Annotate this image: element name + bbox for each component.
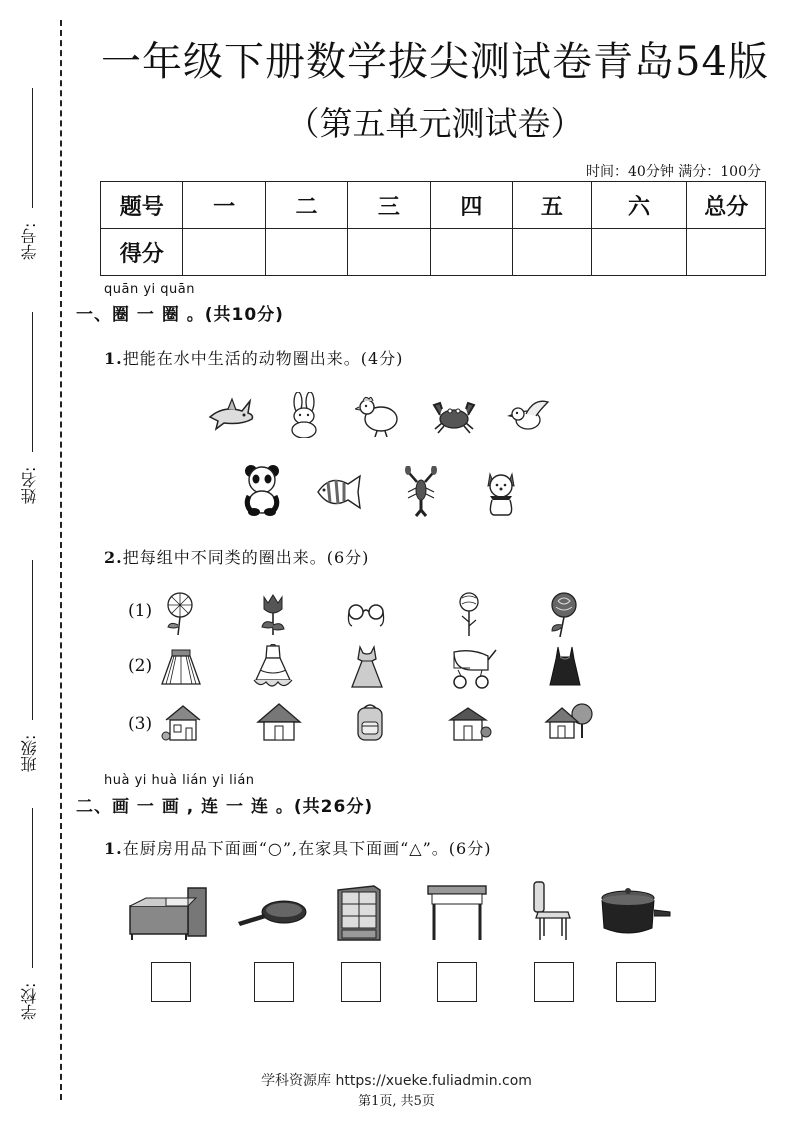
school-rule: [32, 808, 33, 968]
bed-icon[interactable]: [126, 884, 210, 940]
carnation-icon[interactable]: [454, 592, 484, 636]
chair-icon[interactable]: [530, 880, 574, 942]
answer-box-bed[interactable]: [151, 962, 191, 1002]
section1-pinyin: quān yi quān: [104, 282, 195, 297]
group-label: (2): [128, 656, 153, 676]
answer-box-frying-pan[interactable]: [254, 962, 294, 1002]
pot-icon[interactable]: [598, 886, 672, 938]
glasses-icon[interactable]: [346, 598, 386, 630]
stroller-icon[interactable]: [448, 646, 500, 690]
cottage-icon[interactable]: [256, 702, 302, 742]
score-table: [100, 181, 766, 276]
table-cell: 得分: [101, 229, 183, 276]
binding-dashed-line: [60, 20, 62, 1100]
ruffle-dress-icon[interactable]: [250, 644, 296, 690]
class-label: 班级:: [20, 734, 39, 772]
footer-site-link[interactable]: 学科资源库 https://xueke.fuliadmin.com: [261, 1073, 532, 1089]
table-cell: 二: [265, 182, 347, 229]
tulip-icon[interactable]: [258, 593, 288, 635]
q-text: 把能在水中生活的动物圈出来。(4分): [122, 349, 404, 368]
score-input-cell[interactable]: [591, 229, 687, 276]
tree-house-icon[interactable]: [544, 700, 594, 742]
score-table-score-row: [101, 229, 766, 276]
chicken-icon[interactable]: [355, 393, 401, 437]
q-number: 1.: [104, 349, 123, 368]
class-field[interactable]: [18, 560, 48, 780]
bird-icon[interactable]: [506, 396, 552, 434]
name-rule: [32, 312, 33, 452]
table-icon[interactable]: [426, 884, 488, 942]
cabinet-icon[interactable]: [334, 884, 384, 942]
rabbit-icon[interactable]: [286, 392, 322, 438]
score-input-cell[interactable]: [183, 229, 265, 276]
name-label: 姓名:: [20, 466, 39, 504]
crab-icon[interactable]: [432, 397, 476, 435]
answer-box-chair[interactable]: [534, 962, 574, 1002]
section1-heading: 一、圈 一 圈 。(共10分): [76, 305, 284, 325]
answer-box-table[interactable]: [437, 962, 477, 1002]
dress-icon[interactable]: [348, 645, 386, 689]
section1-q2: [104, 545, 369, 568]
house-icon[interactable]: [160, 702, 206, 742]
skirt-icon[interactable]: [158, 648, 204, 688]
section2-q1: [104, 836, 491, 859]
q-text: 在厨房用品下面画“○”,在家具下面画“△”。(6分): [122, 839, 492, 858]
school-label: 学校:: [20, 982, 39, 1020]
fish-icon[interactable]: [314, 470, 364, 514]
table-cell: 题号: [101, 182, 183, 229]
section1-q1: [104, 346, 403, 369]
student-id-rule: [32, 88, 33, 208]
student-id-label: 学号:: [20, 222, 39, 260]
q-text: 把每组中不同类的圈出来。(6分): [122, 548, 370, 567]
chrysanthemum-icon[interactable]: [160, 591, 200, 635]
class-rule: [32, 560, 33, 720]
school-field[interactable]: [18, 808, 48, 1028]
section2-pinyin: huà yi huà lián yi lián: [104, 773, 255, 788]
time-score-info: 时间：40分钟 满分：100分: [586, 164, 761, 180]
table-cell: 五: [513, 182, 592, 229]
score-input-cell[interactable]: [513, 229, 592, 276]
frying-pan-icon[interactable]: [236, 896, 308, 932]
answer-box-cabinet[interactable]: [341, 962, 381, 1002]
score-input-cell[interactable]: [348, 229, 430, 276]
panda-icon[interactable]: [242, 462, 282, 516]
page-subtitle: （第五单元测试卷）: [286, 104, 584, 143]
dog-icon[interactable]: [482, 470, 520, 516]
table-cell: 六: [591, 182, 687, 229]
score-input-cell[interactable]: [265, 229, 347, 276]
table-cell: 三: [348, 182, 430, 229]
table-cell: 总分: [687, 182, 766, 229]
small-house-icon[interactable]: [446, 704, 492, 742]
shark-icon[interactable]: [206, 393, 256, 435]
table-cell: 一: [183, 182, 265, 229]
group-label: (3): [128, 714, 153, 734]
lobster-icon[interactable]: [404, 466, 438, 518]
answer-box-pot[interactable]: [616, 962, 656, 1002]
score-table-header-row: [101, 182, 766, 229]
rose-icon[interactable]: [546, 591, 582, 637]
page-number: 第1页, 共5页: [358, 1094, 435, 1109]
score-input-cell[interactable]: [430, 229, 512, 276]
backpack-icon[interactable]: [352, 702, 388, 742]
section2-heading: 二、画 一 画 , 连 一 连 。(共26分): [76, 797, 374, 817]
score-input-cell[interactable]: [687, 229, 766, 276]
group-label: (1): [128, 601, 153, 621]
table-cell: 四: [430, 182, 512, 229]
name-field[interactable]: [18, 312, 48, 512]
q-number: 2.: [104, 548, 123, 567]
black-dress-icon[interactable]: [546, 645, 584, 687]
student-id-field[interactable]: [18, 88, 48, 268]
page-title: 一年级下册数学拔尖测试卷青岛54版: [101, 39, 769, 85]
q-number: 1.: [104, 839, 123, 858]
